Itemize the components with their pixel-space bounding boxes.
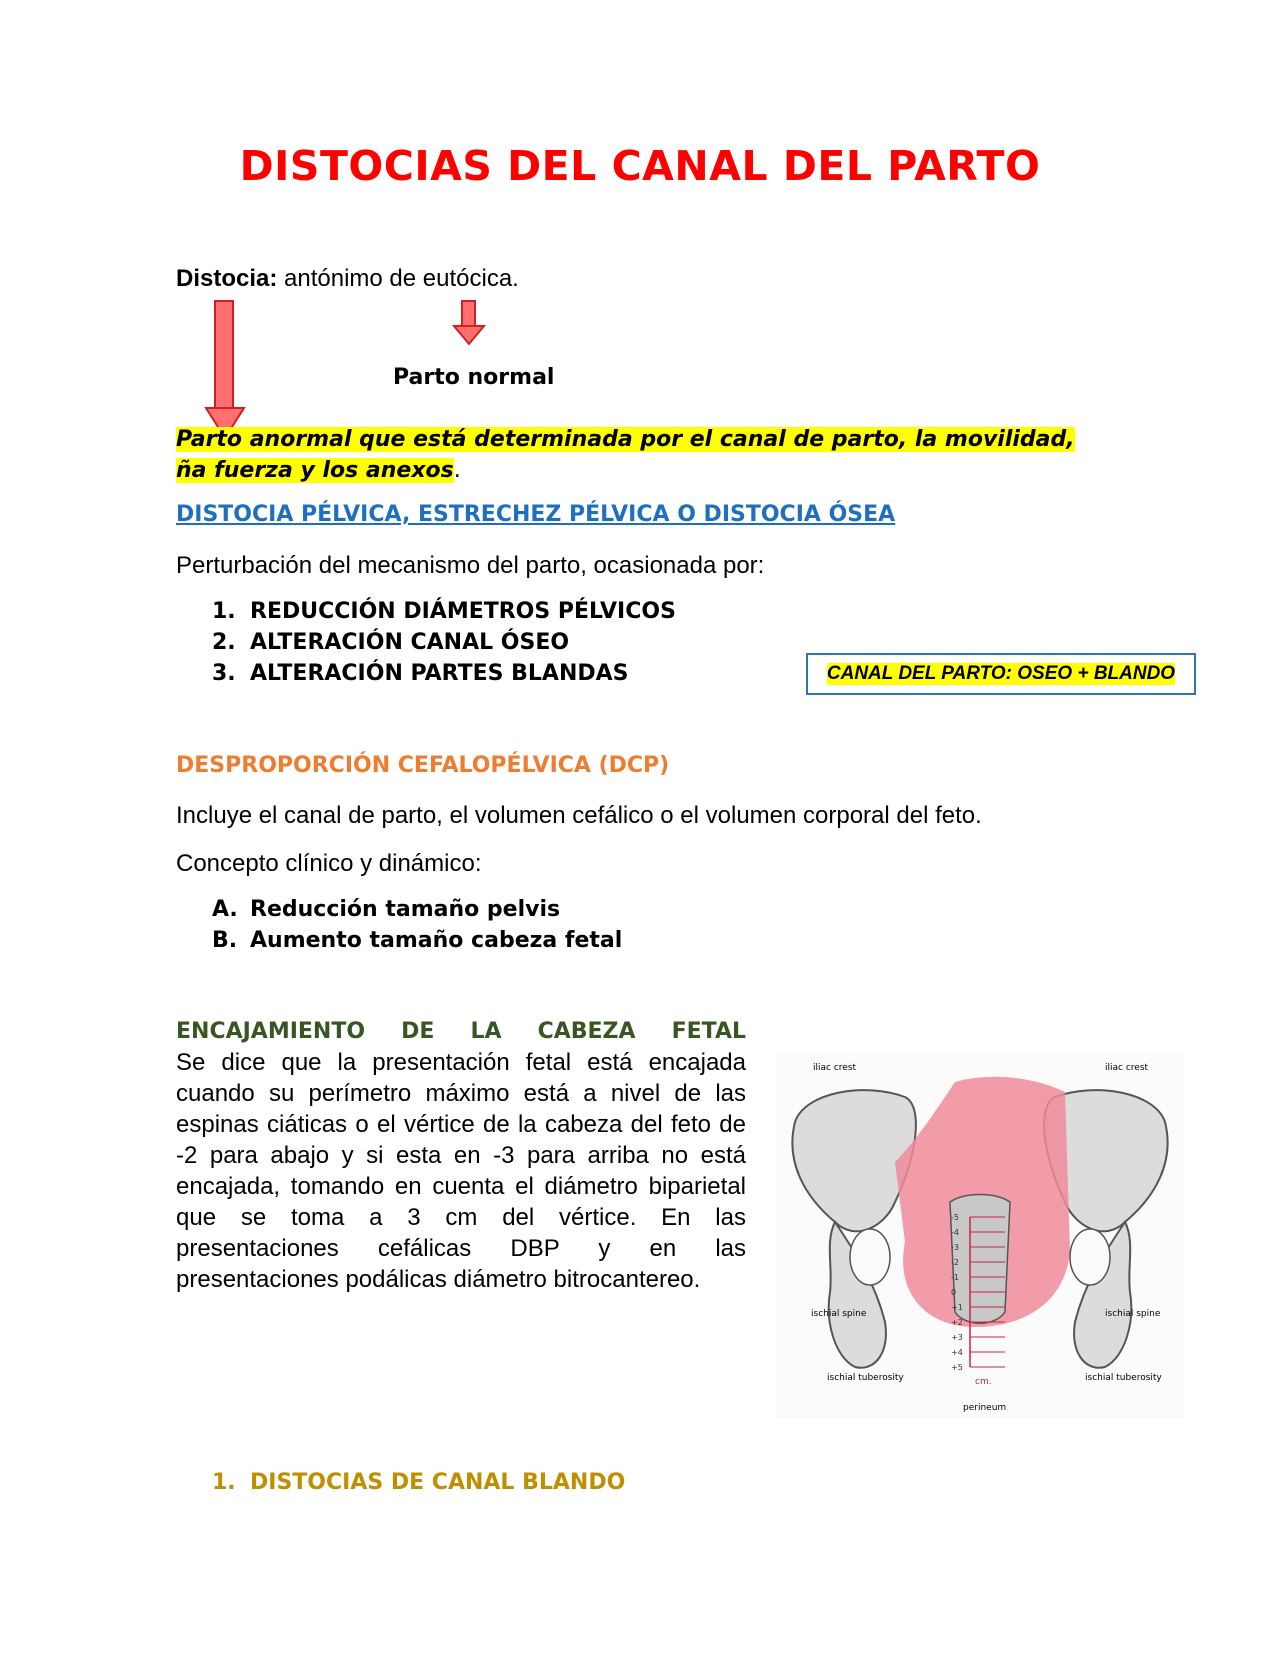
list-item: B. Aumento tamaño cabeza fetal: [212, 928, 623, 953]
heading-dcp: DESPROPORCIÓN CEFALOPÉLVICA (DCP): [176, 753, 670, 778]
label-cm: cm.: [975, 1377, 992, 1387]
label-ischial-tuberosity-right: ischial tuberosity: [1085, 1373, 1162, 1383]
label-perineum: perineum: [963, 1403, 1007, 1413]
pelvica-list: [212, 596, 676, 689]
canal-parto-box: [806, 653, 1196, 695]
list-item: 3. ALTERACIÓN PARTES BLANDAS: [212, 661, 629, 686]
label-iliac-crest-right: iliac crest: [1105, 1063, 1149, 1073]
dcp-line1: Incluye el canal de parto, el volumen cefálico o el volumen corporal del feto.: [176, 802, 982, 829]
long-down-arrow-icon: [204, 300, 246, 440]
pelvis-diagram: [775, 1052, 1185, 1418]
parto-anormal-period: .: [453, 458, 461, 483]
canal-parto-note: CANAL DEL PARTO: OSEO + BLANDO: [826, 663, 1176, 684]
scale-label: +5: [951, 1363, 963, 1372]
label-ischial-spine-left: ischial spine: [811, 1309, 867, 1319]
scale-label: -2: [951, 1258, 959, 1267]
page-title: DISTOCIAS DEL CANAL DEL PARTO: [239, 142, 1041, 190]
scale-label: -1: [951, 1273, 959, 1282]
scale-label: +2: [951, 1318, 963, 1327]
encajamiento-text: Se dice que la presentación fetal está encajada cuando su perímetro máximo está a nivel de las espinas ciáticas o el vértice de la cabeza del feto de -2 para abajo y si esta en -3 para arriba no está encajada, tomando en cuenta el diámetro biparietal que se toma a 3 cm del vértice. En las presentaciones cefálicas DBP y en las presentaciones podálicas diámetro bitrocantereo.: [176, 1049, 746, 1293]
definition-line: [176, 263, 519, 294]
parto-anormal-definition: [176, 424, 1076, 486]
list-item: 1. REDUCCIÓN DIÁMETROS PÉLVICOS: [212, 599, 676, 624]
label-ischial-tuberosity-left: ischial tuberosity: [827, 1373, 904, 1383]
scale-label: 0: [951, 1288, 957, 1297]
canal-blando-label: DISTOCIAS DE CANAL BLANDO: [250, 1470, 626, 1495]
scale-label: +1: [951, 1303, 963, 1312]
pelvis-diagram-svg: [775, 1052, 1185, 1418]
parto-anormal-text: Parto anormal que está determinada por el canal de parto, la movilidad, ña fuerza y los anexos: [176, 427, 1075, 483]
list-item: A. Reducción tamaño pelvis: [212, 897, 561, 922]
dcp-list: [212, 894, 622, 956]
short-down-arrow-icon: [452, 300, 486, 346]
scale-label: -5: [951, 1213, 959, 1222]
canal-blando-num: 1.: [212, 1470, 236, 1495]
pelvica-intro: Perturbación del mecanismo del parto, ocasionada por:: [176, 552, 765, 579]
scale-label: -4: [951, 1228, 959, 1237]
scale-label: +3: [951, 1333, 963, 1342]
list-item: 2. ALTERACIÓN CANAL ÓSEO: [212, 630, 570, 655]
scale-label: +4: [951, 1348, 963, 1357]
heading-distocia-pelvica: DISTOCIA PÉLVICA, ESTRECHEZ PÉLVICA O DISTOCIA ÓSEA: [176, 502, 896, 527]
scale-label: -3: [951, 1243, 959, 1252]
dcp-line2: Concepto clínico y dinámico:: [176, 850, 482, 877]
definition-text: antónimo de eutócica.: [277, 265, 519, 292]
heading-encajamiento: ENCAJAMIENTO DE LA CABEZA FETAL: [176, 1019, 746, 1044]
parto-normal-label: Parto normal: [393, 365, 555, 390]
label-iliac-crest-left: iliac crest: [813, 1063, 857, 1073]
encajamiento-block: [176, 1016, 746, 1295]
definition-term: Distocia:: [176, 265, 278, 292]
heading-canal-blando: [212, 1470, 625, 1495]
label-ischial-spine-right: ischial spine: [1105, 1309, 1161, 1319]
